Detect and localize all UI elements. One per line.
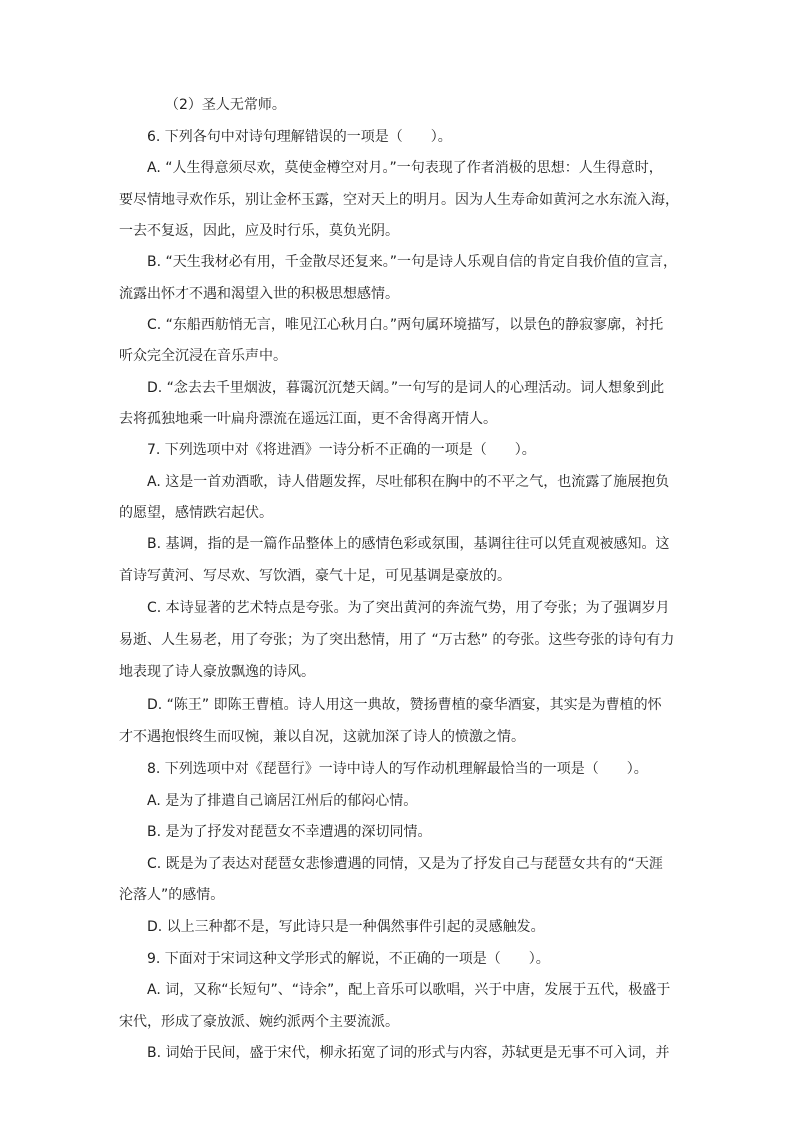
question-7-option-b: B. 基调，指的是一篇作品整体上的感情色彩或氛围，基调往往可以凭直观被感知。这 bbox=[147, 536, 670, 552]
text-line: 宋代，形成了豪放派、婉约派两个主要流派。 bbox=[119, 1014, 399, 1030]
question-9-option-a: A. 词，又称“长短句”、“诗余”，配上音乐可以歌唱，兴于中唐，发展于五代，极盛于 bbox=[147, 982, 671, 998]
text-line: 去将孤独地乘一叶扁舟漂流在遥远江面，更不舍得离开情人。 bbox=[119, 411, 497, 427]
question-7-stem: 7. 下列选项中对《将进酒》一诗分析不正确的一项是（ ）。 bbox=[147, 442, 536, 458]
text-line: 才不遇抱恨终生而叹惋，兼以自况，这就加深了诗人的愤激之情。 bbox=[119, 729, 525, 745]
text-line: 首诗写黄河、写尽欢、写饮酒，豪气十足，可见基调是豪放的。 bbox=[119, 568, 511, 584]
text-line: 要尽情地寻欢作乐，别让金杯玉露，空对天上的明月。因为人生寿命如黄河之水东流入海， bbox=[119, 192, 679, 208]
text-line: 地表现了诗人豪放飘逸的诗风。 bbox=[119, 664, 315, 680]
text-line: 听众完全沉浸在音乐声中。 bbox=[119, 348, 287, 364]
text-line: 易逝、人生易老，用了夸张；为了突出愁情，用了 “万古愁” 的夸张。这些夸张的诗句有力 bbox=[119, 632, 675, 648]
question-9-option-b: B. 词始于民间，盛于宋代，柳永拓宽了词的形式与内容，苏轼更是无事不可入词，并 bbox=[147, 1045, 670, 1061]
question-9-stem: 9. 下面对于宋词这种文学形式的解说，不正确的一项是（ ）。 bbox=[147, 951, 550, 967]
question-7-option-d: D. “陈王” 即陈王曹植。诗人用这一典故，赞扬曹植的豪华酒宴，其实是为曹植的怀 bbox=[147, 697, 662, 713]
question-6-stem: 6. 下列各句中对诗句理解错误的一项是（ ）。 bbox=[147, 129, 452, 145]
question-8-option-b: B. 是为了抒发对琵琶女不幸遭遇的深切同情。 bbox=[147, 824, 432, 840]
question-6-option-a: A. “人生得意须尽欢，莫使金樽空对月。”一句表现了作者消极的思想：人生得意时， bbox=[147, 160, 663, 176]
question-6-option-c: C. “东船西舫悄无言，唯见江心秋月白。”两句属环境描写，以景色的静寂寥廓，衬托 bbox=[147, 317, 664, 333]
text-line: 一去不复返，因此，应及时行乐，莫负光阴。 bbox=[119, 223, 399, 239]
question-8-option-c: C. 既是为了表达对琵琶女悲惨遭遇的同情，又是为了抒发自己与琵琶女共有的“天涯 bbox=[147, 856, 663, 872]
question-7-option-c: C. 本诗显著的艺术特点是夸张。为了突出黄河的奔流气势，用了夸张；为了强调岁月 bbox=[147, 600, 670, 616]
text-line: （2）圣人无常师。 bbox=[165, 97, 286, 113]
question-6-option-d: D. “念去去千里烟波，暮霭沉沉楚天阔。”一句写的是词人的心理活动。词人想象到此 bbox=[147, 380, 665, 396]
text-line: 的愿望，感情跌宕起伏。 bbox=[119, 505, 273, 521]
question-7-option-a: A. 这是一首劝酒歌，诗人借题发挥，尽吐郁积在胸中的不平之气，也流露了施展抱负 bbox=[147, 474, 670, 490]
question-6-option-b: B. “天生我材必有用，千金散尽还复来。”一句是诗人乐观自信的肯定自我价值的宣言， bbox=[147, 254, 678, 270]
text-line: 沦落人”的感情。 bbox=[119, 887, 225, 903]
question-8-option-a: A. 是为了排遣自己谪居江州后的郁闷心情。 bbox=[147, 793, 418, 809]
question-8-option-d: D. 以上三种都不是，写此诗只是一种偶然事件引起的灵感触发。 bbox=[147, 919, 545, 935]
text-line: 流露出怀才不遇和渴望入世的积极思想感情。 bbox=[119, 286, 399, 302]
question-8-stem: 8. 下列选项中对《琵琶行》一诗中诗人的写作动机理解最恰当的一项是（ ）。 bbox=[147, 761, 648, 777]
